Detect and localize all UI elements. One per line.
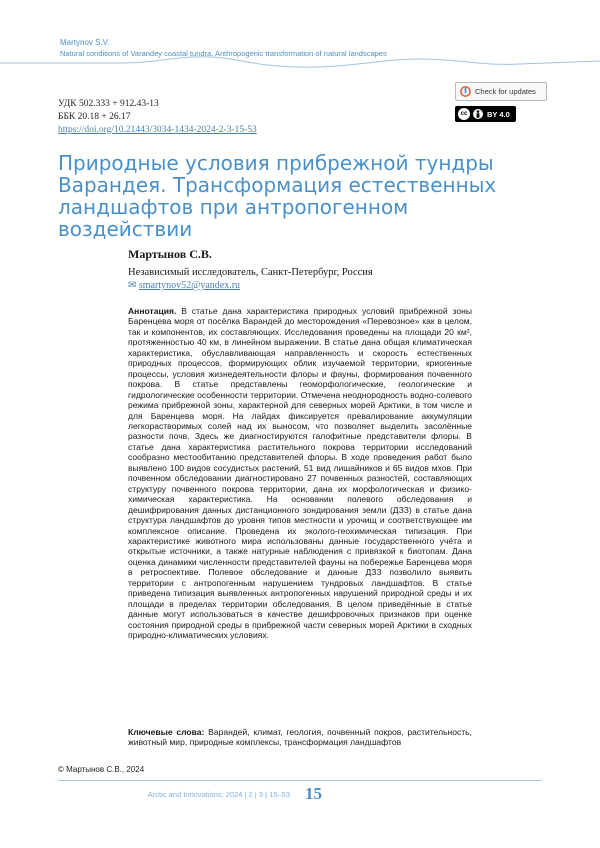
footer-divider — [58, 780, 542, 781]
author-name: Мартынов С.В. — [128, 247, 212, 261]
author-affiliation: Независимый исследователь, Санкт-Петербург, Россия — [128, 267, 373, 278]
abstract-label: Аннотация. — [128, 306, 177, 316]
article-title: Природные условия прибрежной тундры Варандея. Трансформация естественных ландшафтов при антропогенном воздействии — [58, 151, 497, 241]
envelope-icon: ✉ — [128, 280, 137, 291]
check-for-updates-label: Check for updates — [475, 87, 536, 96]
license-label: BY 4.0 — [487, 109, 510, 119]
copyright-notice: © Мартынов С.В., 2024 — [58, 765, 145, 774]
header-wave-decoration — [0, 54, 600, 70]
person-icon — [473, 109, 483, 119]
keywords — [128, 727, 472, 748]
cc-icon: cc — [458, 108, 470, 120]
email-address[interactable]: smartynov52@yandex.ru — [138, 280, 241, 291]
author-email[interactable] — [128, 280, 240, 291]
running-header-title: Natural conditions of Varandey coastal tundra. Anthropogenic transformation of natural landscapes — [60, 49, 387, 58]
bbk-code: ББК 20.18 + 26.17 — [58, 112, 131, 122]
page-number: 15 — [305, 784, 322, 803]
keywords-label: Ключевые слова: — [128, 727, 205, 737]
keywords-text: Варандей, климат, геология, почвенный покров, растительность, животный мир, природные комплексы, трансформация ландшафтов — [128, 727, 473, 748]
abstract — [128, 306, 472, 641]
abstract-text: В статье дана характеристика природных условий прибрежной зоны Баренцева моря от посёлка Варандей до месторождения «Перевозное» как в целом, так и компонентов, их составляющих. Исследования проведены на площади 20 км², протяженностью 40 км, в линейном выражении. В статье дана общая климатическая характеристика, обуславливающая направленность и скорость естественных природных процессов, формирующих облик изучаемой территории, криогенные процессы, условия жизнедеятельности флоры и фауны, формирования почвенного покрова. В статье представлены геоморфологические, геологические и гидрологические особенности территории. Отмечена неоднородность водно-солевого режима прибрежной зоны, характерной для северных морей Арктики, в том числе и для Баренцева моря. На лайдах фиксируется превалирование аккумуляции легкорастворимых солей над их выносом, что позволяет выделить засолённые разности почв. Здесь же диагностируются галофитные представители флоры. В статье дана характеристика растительного покрова территории исследований сообразно местообитанию представителей флоры. В ходе проведения работ было выявлено 100 видов сосудистых растений, 51 вид лишайников и 65 видов мхов. При почвенном обследовании диагностировано 27 почвенных разностей, составляющих структуру почвенного покрова территории, дана их морфологическая и физико-химическая характеристика. На основании полевого обследования и дешифрирования данных дистанционного зондирования земли (ДЗЗ) в статье дана структура ландшафтов до уровня типов местности и урочищ и соответствующее им комплексное описание. Проведена их эколого-геохимическая типизация. При характеристике животного мира использованы данные государственного учёта и открытые источники, а также натурные наблюдения с привязкой к биотопам. Дана оценка динамики численности представителей фауны на побережье Баренцева моря в ретроспективе. Полевое обследование и данные ДЗЗ позволило выявить территории с антропогенным нарушением тундровых ландшафтов. В статье приведена типизация выявленных антропогенных нарушений природной среды и их площади в пределах территории обследования. В целом приведённые в статье данные могут использоваться в качестве дешифровочных признаков при оценке состояния природной среды в прибрежной части северных морей Арктики в сходных природно-климатических условиях. — [128, 306, 472, 641]
check-for-updates-badge[interactable] — [455, 82, 547, 101]
journal-citation: Arctic and Innovations, 2024 | 2 | 3 | 15–53 — [147, 790, 290, 799]
doi-link[interactable]: https://doi.org/10.21443/3034-1434-2024-2-3-15-53 — [58, 125, 257, 135]
running-header-author: Martynov S.V. — [60, 38, 110, 47]
update-icon — [460, 86, 471, 97]
udk-code: УДК 502.333 + 912.43-13 — [58, 99, 159, 109]
cc-license-badge[interactable] — [455, 106, 516, 122]
